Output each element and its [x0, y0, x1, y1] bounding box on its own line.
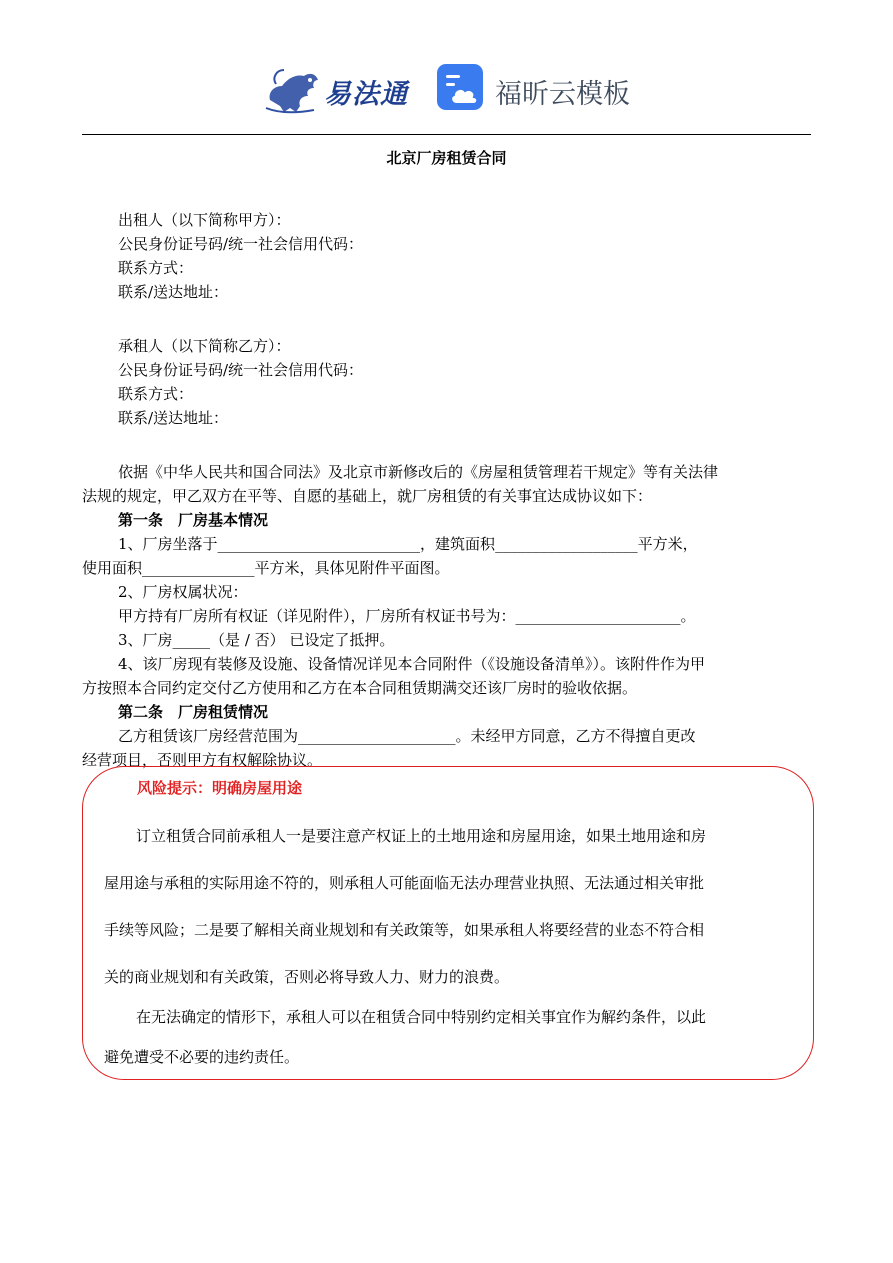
party-a-name: 出租人（以下简称甲方）： [118, 211, 291, 229]
article-1-item-1 [82, 532, 847, 556]
clause-text: （是 / 否） 已设定了抵押。 [210, 631, 395, 649]
party-b-id: 公民身份证号码/统一社会信用代码： [118, 361, 364, 379]
blank-location: ___________________________ [217, 535, 421, 553]
yifatong-logo [262, 62, 422, 118]
article-1-item-3 [82, 628, 847, 652]
article-1-item-2: 2、厂房权属状况： [118, 583, 248, 601]
clause-text: 平方米，具体见附件平面图。 [254, 559, 450, 577]
article-2-line: 经营项目，否则甲方有权解除协议。 [82, 751, 323, 769]
article-1-item-2-detail [82, 604, 847, 628]
risk-notice-text: 在无法确定的情形下，承租人可以在租赁合同中特别约定相关事宜作为解约条件，以此 [136, 1008, 707, 1026]
risk-notice-text: 订立租赁合同前承租人一是要注意产权证上的土地用途和房屋用途，如果土地用途和房 [136, 827, 707, 845]
risk-notice-text: 手续等风险；二是要了解相关商业规划和有关政策等，如果承租人将要经营的业态不符合相 [104, 921, 705, 939]
brand-name-yifatong: 易法通 [324, 79, 408, 110]
blank-certificate-number: ______________________ [515, 607, 681, 625]
header-divider [82, 134, 811, 135]
blank-building-area: ___________________ [495, 535, 638, 553]
clause-text: ，建筑面积 [420, 535, 496, 553]
article-1-item-4: 4、该厂房现有装修及设施、设备情况详见本合同附件（《设施设备清单》）。该附件作为甲 [118, 655, 706, 673]
clause-text: 。未经甲方同意，乙方不得擅自更改 [455, 727, 696, 745]
article-1-item-1-cont [82, 556, 811, 580]
risk-notice-text: 避免遭受不必要的违约责任。 [104, 1048, 300, 1066]
clause-text: 平方米， [637, 535, 698, 553]
party-b-contact: 联系方式： [118, 385, 194, 403]
cloud-document-icon [437, 64, 485, 112]
risk-notice-text: 关的商业规划和有关政策，否则必将导致人力、财力的浪费。 [104, 968, 510, 986]
article-1-item-4-cont: 方按照本合同约定交付乙方使用和乙方在本合同租赁期满交还该厂房时的验收依据。 [82, 679, 638, 697]
clause-text: 。 [680, 607, 696, 625]
brand-name-foxit: 福昕云模板 [495, 79, 630, 110]
blank-business-scope: _____________________ [298, 727, 456, 745]
blank-usable-area: _______________ [142, 559, 255, 577]
blank-mortgage: _____ [172, 631, 211, 649]
document-title: 北京厂房租赁合同 [386, 149, 507, 167]
party-a-id: 公民身份证号码/统一社会信用代码： [118, 235, 364, 253]
party-b-address: 联系/送达地址： [118, 409, 229, 427]
party-a-address: 联系/送达地址： [118, 283, 229, 301]
clause-text: 乙方租赁该厂房经营范围为 [118, 727, 299, 745]
qilin-logo-icon [262, 62, 324, 118]
party-b-name: 承租人（以下简称乙方）： [118, 337, 291, 355]
risk-notice-text: 屋用途与承租的实际用途不符的，则承租人可能面临无法办理营业执照、无法通过相关审批 [104, 874, 705, 892]
article-2-line [82, 724, 847, 748]
preamble-line: 依据《中华人民共和国合同法》及北京市新修改后的《房屋租赁管理若干规定》等有关法律 [118, 463, 719, 481]
clause-text: 1、厂房坐落于 [118, 535, 218, 553]
preamble-line: 法规的规定，甲乙双方在平等、自愿的基础上，就厂房租赁的有关事宜达成协议如下： [82, 487, 653, 505]
party-a-contact: 联系方式： [118, 259, 194, 277]
clause-text: 使用面积 [82, 559, 143, 577]
clause-text: 3、厂房 [118, 631, 173, 649]
article-1-heading: 第一条 厂房基本情况 [118, 511, 269, 529]
page-header [0, 56, 893, 126]
clause-text: 甲方持有厂房所有权证（详见附件），厂房所有权证书号为： [118, 607, 516, 625]
risk-notice-title: 风险提示：明确房屋用途 [137, 779, 303, 797]
article-2-heading: 第二条 厂房租赁情况 [118, 703, 269, 721]
